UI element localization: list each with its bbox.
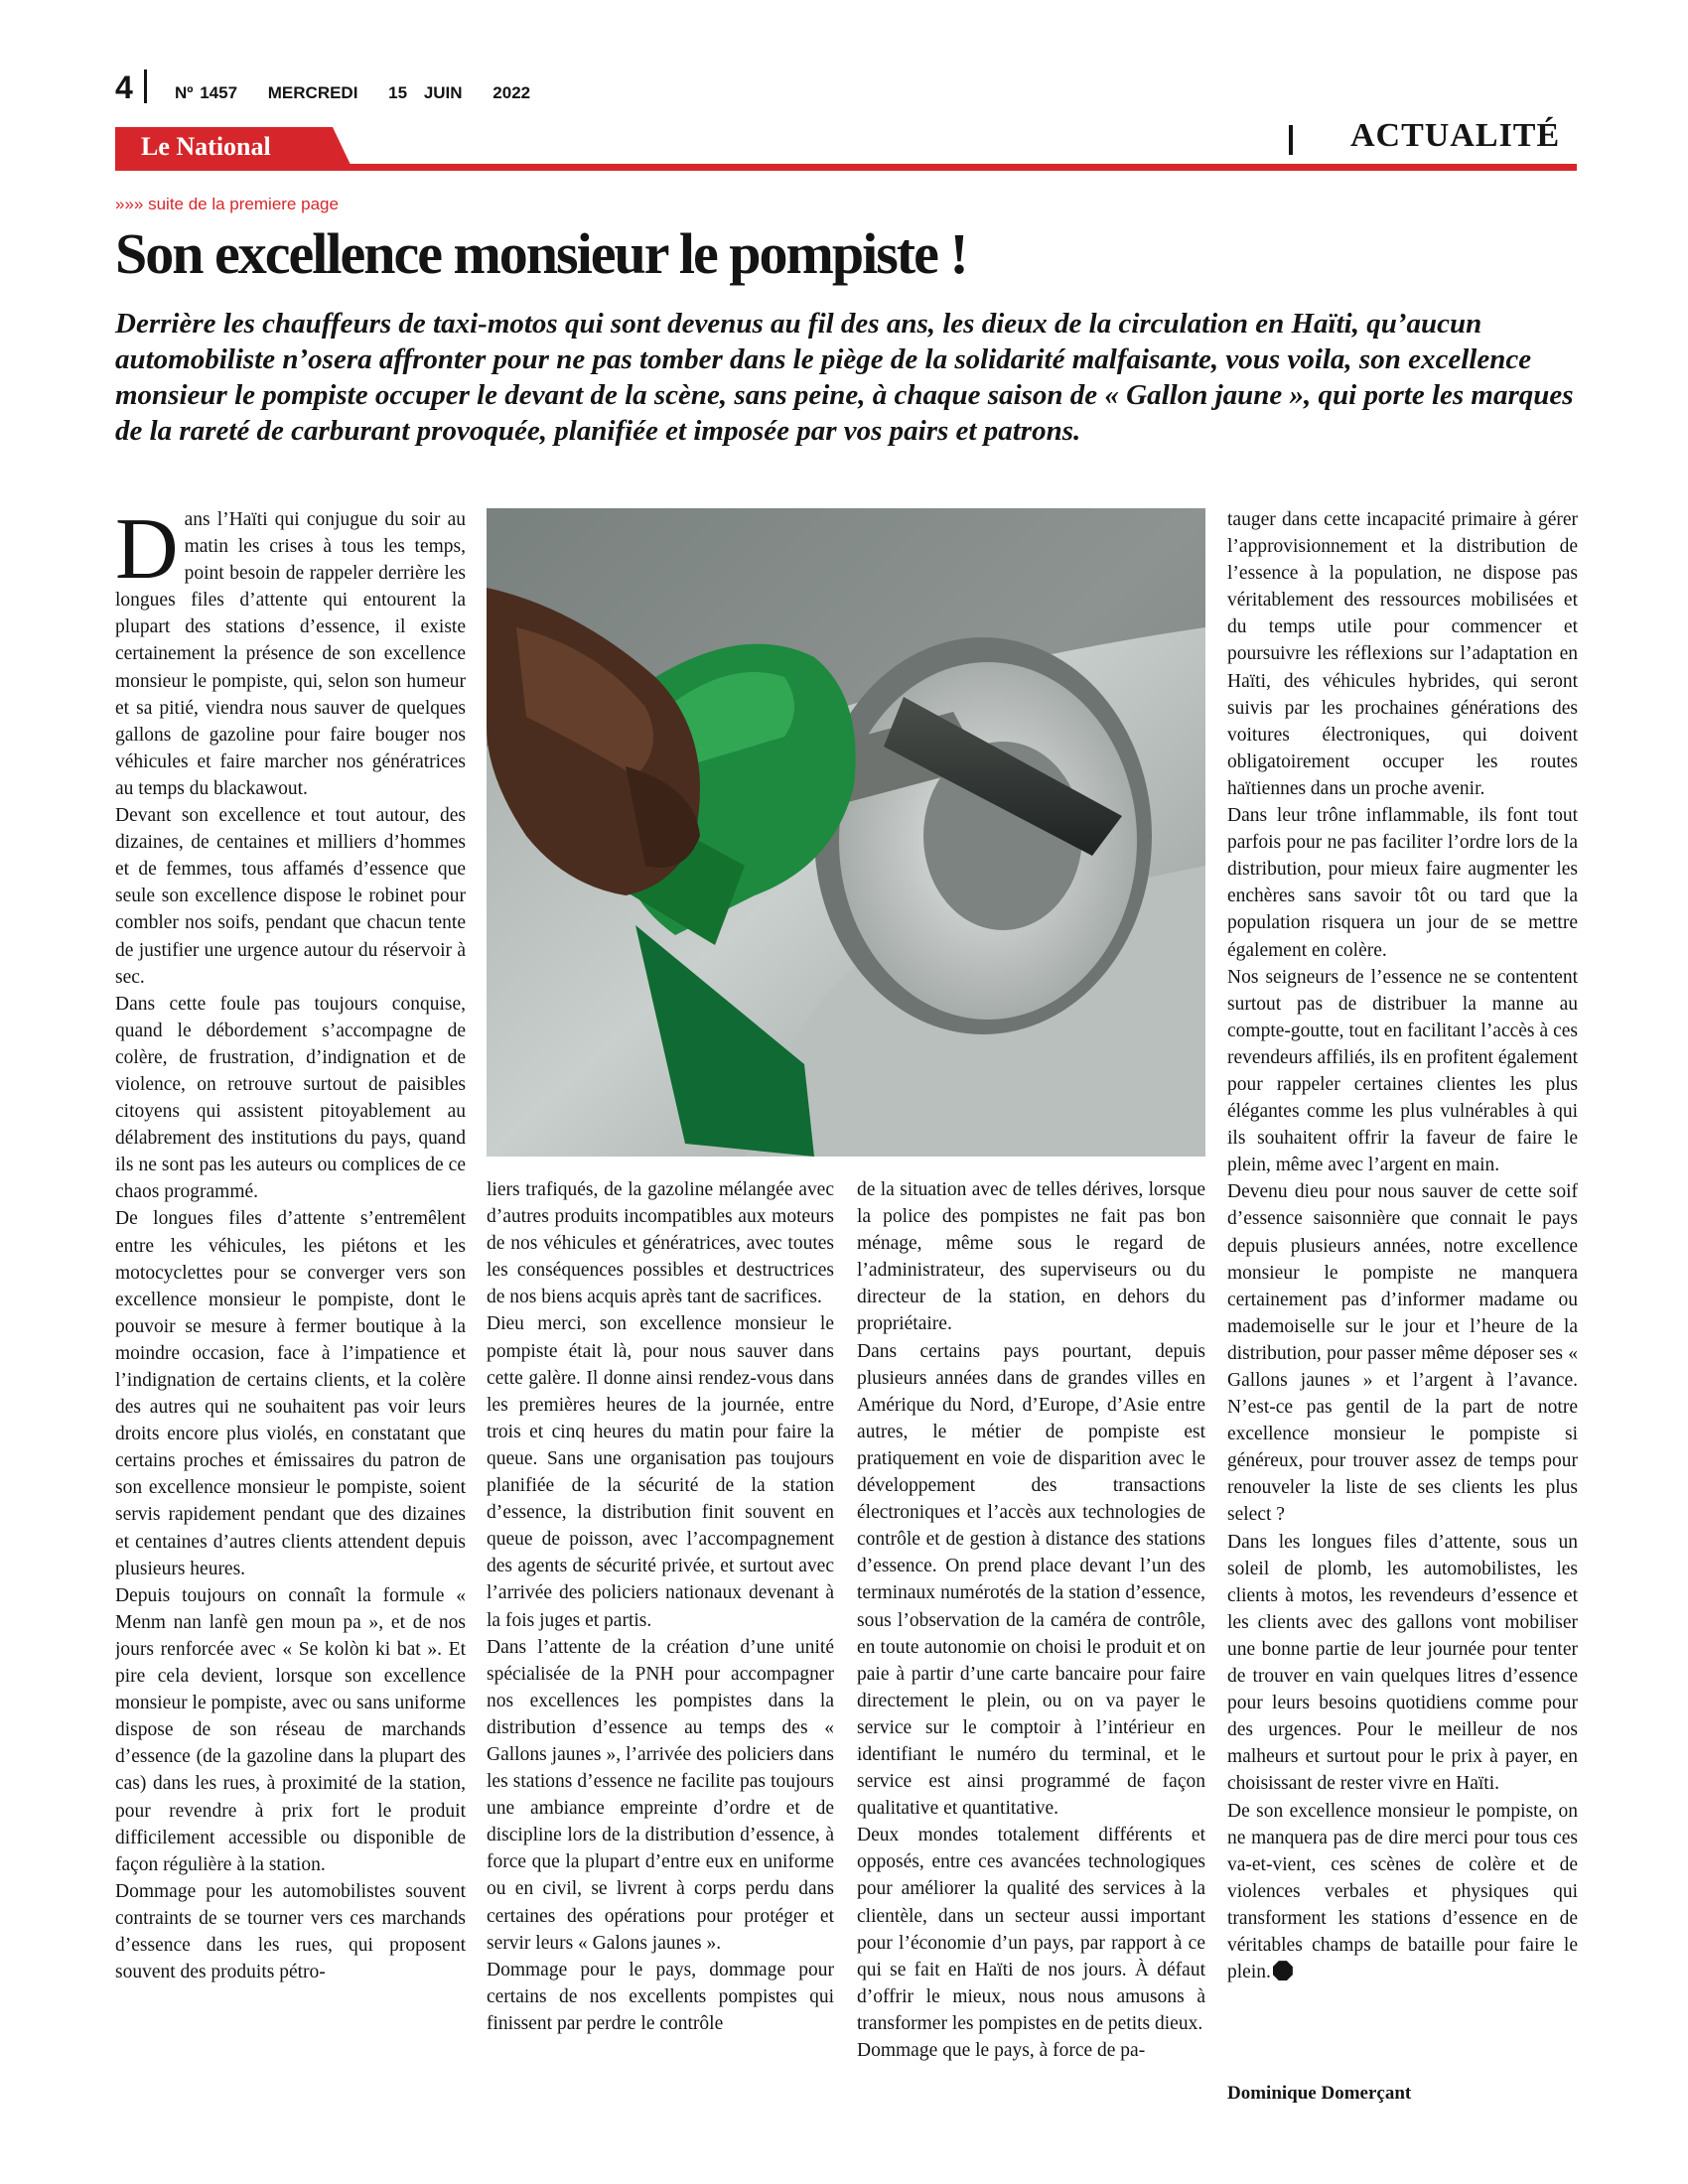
paragraph: tauger dans cette incapacité primaire à gérer l’approvisionnement et la distribution de l’essence à la population, ne dispose pas véritablement des ressources mobilisées et du temps utile pour commencer et poursuivre les réflexions sur l’adaptation en Haïti, des véhicules hybrides, qui seront suivis par les prochaines générations des voitures électroniques, qui doivent obligatoirement occuper les routes haïtiennes dans un proche avenir. (1227, 509, 1578, 799)
paragraph: Nos seigneurs de l’essence ne se contentent surtout pas de distribuer la manne au compte-goutte, tout en facilitant l’accès à ces revendeurs affiliés, ils en profitent également pour rappeler certaines clientes les plus élégantes comme les plus vulnérables à qui ils souhaitent offrir la faveur de faire le plein, même avec l’argent en main. (1227, 966, 1578, 1176)
paragraph: Dans cette foule pas toujours conquise, quand le débordement s’accompagne de colère, de frustration, d’indignation et de violence, on retrouve surtout de paisibles citoyens qui assistent pitoyablement au délabrement des institutions du pays, quand ils ne sont pas les auteurs ou complices de ce chaos programmé. (115, 993, 466, 1203)
header-rule (115, 164, 1577, 171)
brand-logo-text: Le National (141, 132, 271, 161)
paragraph: de la situation avec de telles dérives, lorsque la police des pompistes ne fait pas bon ménage, même sous le regard de l’administrateur, des superviseurs ou du directeur de la station, en dehors du propriétaire. (857, 1179, 1205, 1335)
paragraph-text: De son excellence monsieur le pompiste, on ne manquera pas de dire merci pour tous ces va-et-vient, ces scènes de colère et de violences verbales et physiques qui transforment les stations d’essence en de véritables champs de bataille pour faire le plein. (1227, 1800, 1578, 1983)
issue-line (175, 83, 554, 103)
page-number: 4 (115, 69, 133, 105)
section-label: ACTUALITÉ (1350, 117, 1561, 154)
issue-number: Nº 1457 (175, 83, 238, 102)
article-column-4 (1227, 506, 1578, 2070)
paragraph: Deux mondes totalement différents et opposés, entre ces avancées technologiques pour améliorer la qualité des services à la clientèle, dans un secteur aussi important pour l’économie d’un pays, par rapport à ce qui se fait en Haïti de nos jours. À défaut d’offrir le mieux, nous nous amusons à transformer les pompistes en de petits dieux. (857, 1825, 1205, 2034)
paragraph: Devenu dieu pour nous sauver de cette soif d’essence saisonnière que connait le pays depuis plusieurs années, notre excellence monsieur le pompiste ne manquera certainement pas d’informer madame ou mademoiselle sur le jour et l’heure de la distribution, pour passer même déposer ses « Gallons jaunes » et l’argent à l’avance. N’est-ce pas gentil de la part de notre excellence monsieur le pompiste si généreux, pour trouver assez de temps pour renouveler la liste de ses clients les plus select ? (1227, 1181, 1578, 1526)
paragraph: Dommage que le pays, à force de pa- (857, 2040, 1146, 2061)
section-divider (1289, 125, 1293, 155)
standfirst: Derrière les chauffeurs de taxi-motos qui sont devenus au fil des ans, les dieux de la circulation en Haïti, qu’aucun automobiliste n’osera affronter pour ne pas tomber dans le piège de la solidarité malfaisante, vous voila, son excellence monsieur le pompiste occuper le devant de la scène, sans peine, à chaque saison de « Gallon jaune », qui porte les marques de la rareté de carburant provoquée, planifiée et imposée par vos pairs et patrons. (115, 308, 1574, 447)
photo-illustration (487, 508, 1205, 1157)
headline: Son excellence monsieur le pompiste ! (115, 221, 967, 286)
paragraph (115, 506, 466, 802)
paragraph: Dommage pour le pays, dommage pour certains de nos excellents pompistes qui finissent par perdre le contrôle (487, 1959, 834, 2034)
end-of-article-icon (1273, 1961, 1293, 1980)
paragraph: Dans leur trône inflammable, ils font tout parfois pour ne pas faciliter l’ordre lors de la distribution, pour mieux faire augmenter les enchères sans savoir tôt ou tard que la population risquera un jour de se mettre également en colère. (1227, 805, 1578, 961)
article-column-2 (487, 1176, 834, 2110)
fuel-nozzle-photo (487, 508, 1205, 1157)
dropcap: D (115, 506, 179, 598)
issue-day: 15 (388, 83, 408, 102)
paragraph: Dieu merci, son excellence monsieur le pompiste était là, pour nous sauver dans cette galère. Il donne ainsi rendez-vous dans les premières heures de la journée, entre trois et cinq heures du matin pour faire la queue. Sans une organisation pas toujours planifiée de la sécurité de la station d’essence, la distribution finit souvent en queue de poisson, avec l’accompagnement des agents de sécurité privée, et surtout avec l’arrivée des policiers nationaux devenant à la fois juges et partis. (487, 1313, 834, 1631)
page-number-divider (144, 69, 147, 103)
paragraph: liers trafiqués, de la gazoline mélangée avec d’autres produits incompatibles aux moteurs de nos véhicules et génératrices, avec toutes les conséquences possibles et destructrices de nos biens acquis après tant de sacrifices. (487, 1179, 834, 1308)
paragraph: Dans l’attente de la création d’une unité spécialisée de la PNH pour accompagner nos excellences les pompistes dans la distribution d’essence au temps des « Gallons jaunes », l’arrivée des policiers dans les stations d’essence ne facilite pas toujours une ambiance empreinte d’ordre et de discipline lors de la distribution d’essence, à force que la plupart d’entre eux en uniforme ou en civil, se livrent à corps perdu dans certaines des opérations pour protéger et servir leurs « Galons jaunes ». (487, 1636, 834, 1954)
paragraph: Dans certains pays pourtant, depuis plusieurs années dans de grandes villes en Amérique du Nord, d’Europe, d’Asie entre autres, le métier de pompiste est pratiquement en voie de disparition avec le développement des transactions électroniques et l’accès aux technologies de contrôle et de gestion à distance des stations d’essence. On prend place devant l’un des terminaux numérotés de la station d’essence, sous l’observation de la caméra de contrôle, en toute autonomie on choisi le produit et on paie à partir d’une carte bancaire pour faire directement le plein, ou on va payer le service sur le comptoir à l’intérieur en identifiant le numéro du terminal, et le service est ainsi programmé de façon qualitative et quantitative. (857, 1340, 1205, 1820)
paragraph: Dans les longues files d’attente, sous un soleil de plomb, les automobilistes, les clients à motos, les revendeurs d’essence et les clients avec des gallons vont mobiliser une bonne partie de leur journée pour tenter de trouver en vain quelques litres d’essence pour leurs besoins quotidiens comme pour des urgences. Pour le meilleur de nos malheurs et surtout pour le prix à payer, en choisissant de rester vivre en Haïti. (1227, 1531, 1578, 1795)
issue-year: 2022 (492, 83, 531, 102)
continuation-kicker: »»» suite de la premiere page (115, 195, 339, 213)
issue-month: JUIN (423, 83, 463, 102)
article-column-1 (115, 506, 466, 2134)
paragraph: De longues files d’attente s’entremêlent entre les véhicules, les piétons et les motocyclettes pour se converger vers son excellence monsieur le pompiste, dont le pouvoir se mesure à fermer boutique à la moindre occasion, face à l’impatience et l’indignation de certains clients, et la colère des autres qui ne souhaitent pas voir leurs droits encore plus violés, en constatant que certains proches et émissaires du patron de son excellence monsieur le pompiste, soient servis rapidement pendant que des dizaines et centaines d’autres clients attendent depuis plusieurs heures. (115, 1208, 466, 1579)
paragraph-text: ans l’Haïti qui conjugue du soir au matin les crises à tous les temps, point besoin de rappeler derrière les longues files d’attente qui entourent la plupart des stations d’essence, il existe certainement la présence de son excellence monsieur le pompiste, qui, selon son humeur et sa pitié, viendra nous sauver de quelques gallons de gazoline pour faire bouger nos véhicules et faire marcher nos génératrices au temps du blackawout. (115, 509, 466, 799)
issue-weekday: MERCREDI (267, 83, 358, 102)
paragraph: Dommage pour les automobilistes souvent contraints de se tourner vers ces marchands d’essence dans les rues, qui proposent souvent des produits pétro- (115, 1880, 466, 1983)
article-column-3 (857, 1176, 1205, 2110)
author-byline: Dominique Domerçant (1227, 2083, 1412, 2104)
paragraph: Devant son excellence et tout autour, des dizaines, de centaines et milliers d’hommes et de femmes, tous affamés d’essence que seule son excellence dispose le robinet pour combler nos soifs, pendant que chacun tente de justifier une urgence autour du réservoir à sec. (115, 805, 466, 988)
paragraph (1227, 1798, 1578, 1986)
paragraph: Depuis toujours on connaît la formule « Menm nan lanfè gen moun pa », et de nos jours renforcée avec « Se kolòn ki bat ». Et pire cela devient, lorsque son excellence monsieur le pompiste, avec ou sans uniforme dispose de son réseau de marchands d’essence (de la gazoline dans la plupart des cas) dans les rues, à proximité de la station, pour revendre à prix fort le produit difficilement accessible ou disponible de façon régulière à la station. (115, 1584, 466, 1875)
